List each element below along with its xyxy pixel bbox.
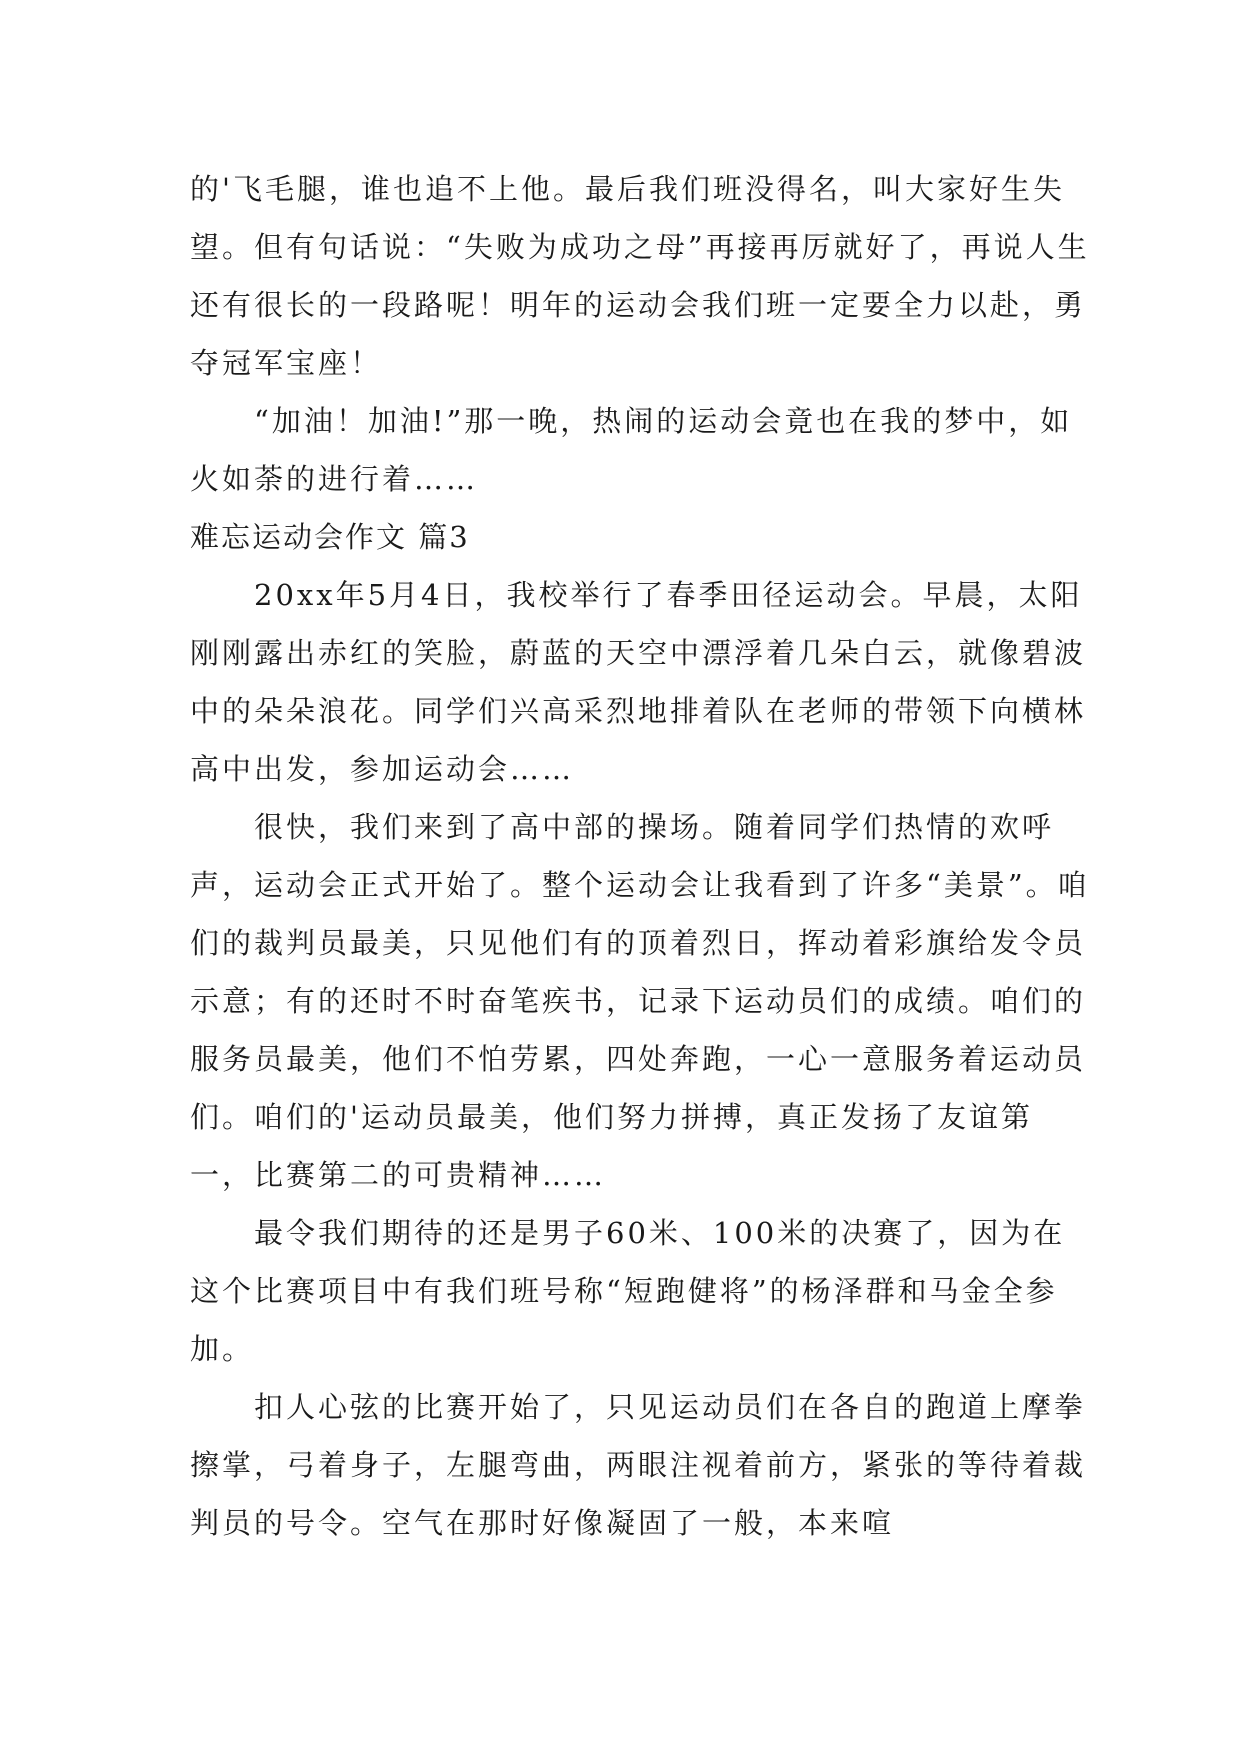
paragraph-beautiful-scenes: 很快，我们来到了高中部的操场。随着同学们热情的欢呼声，运动会正式开始了。整个运动会让我看到了许多“美景”。咱们的裁判员最美，只见他们有的顶着烈日，挥动着彩旗给发令员示意；有的还时不时奋笔疾书，记录下运动员们的成绩。咱们的服务员最美，他们不怕劳累，四处奔跑，一心一意服务着运动员们。咱们的'运动员最美，他们努力拼搏，真正发扬了友谊第一，比赛第二的可贵精神…… bbox=[190, 810, 1090, 1192]
paragraph-cheering-dream: “加油！加油!”那一晚，热闹的运动会竟也在我的梦中，如火如荼的进行着…… bbox=[190, 404, 1073, 496]
document-body bbox=[190, 160, 1090, 1552]
paragraph-sports-meet-date: 20xx年5月4日，我校举行了春季田径运动会。早晨，太阳刚刚露出赤红的笑脸，蔚蓝的天空中漂浮着几朵白云，就像碧波中的朵朵浪花。同学们兴高采烈地排着队在老师的带领下向横林高中出发，参加运动会…… bbox=[190, 578, 1087, 786]
paragraph-sprint-final: 最令我们期待的还是男子60米、100米的决赛了，因为在这个比赛项目中有我们班号称“短跑健将”的杨泽群和马金全参加。 bbox=[190, 1216, 1066, 1366]
paragraph-race-start: 扣人心弦的比赛开始了，只见运动员们在各自的跑道上摩拳擦掌，弓着身子，左腿弯曲，两眼注视着前方，紧张的等待着裁判员的号令。空气在那时好像凝固了一般，本来喧 bbox=[190, 1390, 1087, 1540]
section-heading: 难忘运动会作文 篇3 bbox=[190, 520, 470, 554]
paragraph-continuation: 的'飞毛腿，谁也追不上他。最后我们班没得名，叫大家好生失望。但有句话说：“失败为成功之母”再接再厉就好了，再说人生还有很长的一段路呢！明年的运动会我们班一定要全力以赴，勇夺冠军宝座！ bbox=[190, 172, 1090, 380]
